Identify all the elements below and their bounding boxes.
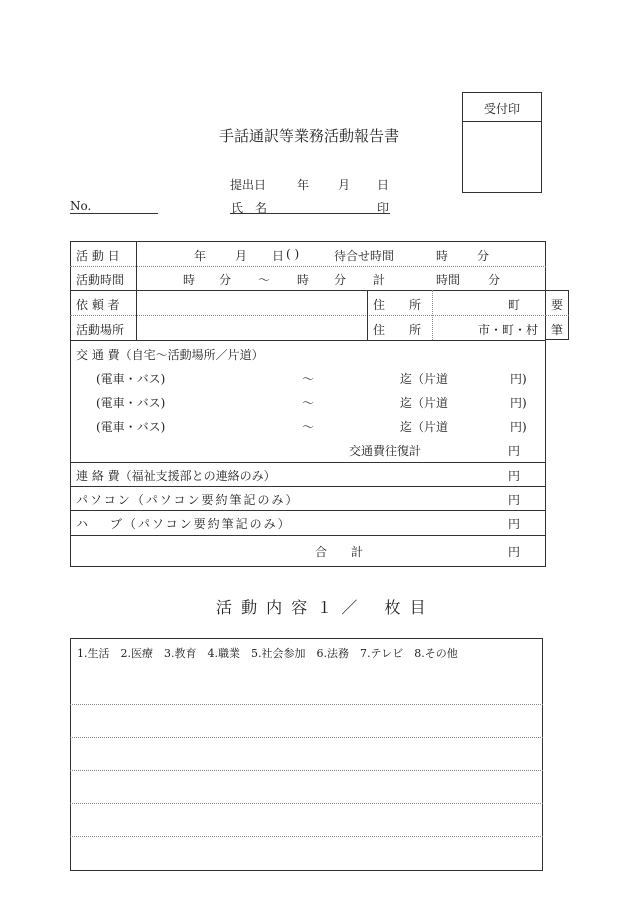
contact-label: 連 絡 費（福祉支援部との連絡のみ）: [76, 469, 276, 483]
transport-yen-2: 円): [510, 396, 527, 410]
total-label: 合 計: [315, 545, 364, 559]
side-label-top: 要: [551, 298, 564, 312]
total-hours: 時間: [436, 273, 461, 287]
total-time-label: 計: [373, 273, 386, 287]
submission-year: 年: [297, 178, 310, 192]
transport-mode-3: (電車・バス): [96, 420, 166, 434]
submission-month: 月: [338, 178, 351, 192]
transport-to-2: 迄（片道: [400, 396, 449, 410]
round-trip-yen: 円: [508, 444, 521, 458]
activity-date-day: 日: [272, 249, 285, 263]
transport-tilde-3: 〜: [302, 420, 315, 434]
end-minute: 分: [334, 273, 347, 287]
activity-date-year: 年: [194, 249, 207, 263]
content-line-1: [70, 704, 543, 705]
submission-day: 日: [377, 178, 390, 192]
transport-to-3: 迄（片道: [400, 420, 449, 434]
content-title: 活 動 内 容 １ ／ 枚 目: [216, 598, 428, 617]
content-line-4: [70, 803, 543, 804]
location-city: 市・町・村: [478, 323, 539, 337]
round-trip-label: 交通費往復計: [349, 444, 422, 458]
content-line-3: [70, 770, 543, 771]
pc-label: パソコン（パソコン要約筆記のみ）: [76, 493, 300, 507]
transport-to-1: 迄（片道: [400, 372, 449, 386]
hub-yen: 円: [508, 517, 521, 531]
page-title: 手話通訳等業務活動報告書: [219, 127, 400, 145]
location-address-label: 住 所: [373, 323, 422, 337]
pc-yen: 円: [508, 493, 521, 507]
activity-time-label: 活動時間: [76, 273, 125, 287]
category-list: 1.生活 2.医療 3.教育 4.職業 5.社会参加 6.法務 7.テレビ 8.その他: [77, 647, 458, 660]
transport-yen-1: 円): [510, 372, 527, 386]
activity-date-weekday: ( ): [286, 247, 300, 261]
activity-date-month: 月: [235, 249, 248, 263]
total-yen: 円: [508, 545, 521, 559]
start-minute: 分: [219, 273, 232, 287]
name-seal: 印: [377, 201, 390, 215]
stamp-label: 受付印: [484, 102, 521, 116]
submission-date-label: 提出日: [230, 178, 267, 192]
content-line-2: [70, 737, 543, 738]
meet-minute: 分: [477, 249, 490, 263]
transport-tilde-1: 〜: [302, 372, 315, 386]
meet-time-label: 待合せ時間: [334, 249, 395, 263]
transport-tilde-2: 〜: [302, 396, 315, 410]
requester-town: 町: [508, 298, 521, 312]
activity-date-label: 活 動 日: [76, 249, 120, 263]
start-hour: 時: [183, 273, 196, 287]
transport-yen-3: 円): [510, 420, 527, 434]
transport-label: 交 通 費（自宅〜活動場所／片道）: [76, 348, 264, 362]
contact-yen: 円: [508, 469, 521, 483]
hub-label: ハ ブ（パソコン要約筆記のみ）: [76, 517, 292, 531]
requester-label: 依 頼 者: [76, 298, 120, 312]
number-label: No.: [70, 199, 92, 213]
transport-mode-2: (電車・バス): [96, 396, 166, 410]
name-label: 氏 名: [231, 201, 268, 215]
meet-hour: 時: [436, 249, 449, 263]
side-label-bottom: 筆: [551, 323, 564, 337]
content-line-5: [70, 836, 543, 837]
total-minutes: 分: [488, 273, 501, 287]
time-tilde: 〜: [258, 273, 271, 287]
requester-address-label: 住 所: [373, 298, 422, 312]
transport-mode-1: (電車・バス): [96, 372, 166, 386]
end-hour: 時: [297, 273, 310, 287]
location-label: 活動場所: [76, 323, 125, 337]
